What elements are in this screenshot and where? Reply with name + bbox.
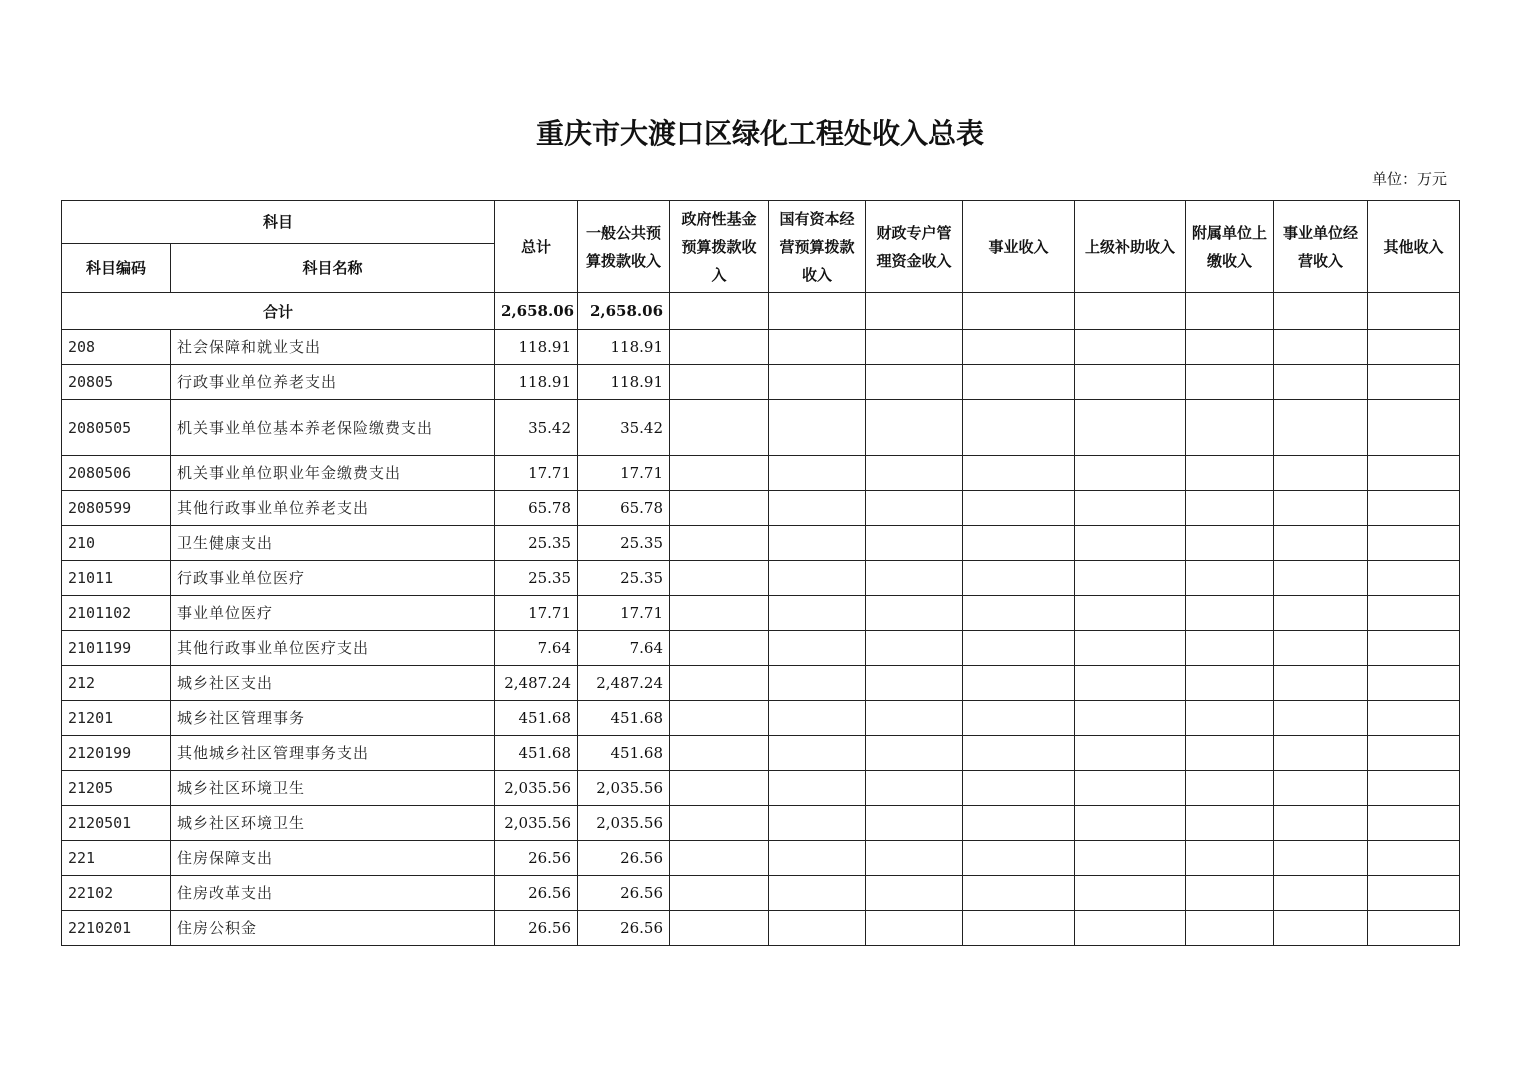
empty-cell [1274,841,1368,876]
table-row [62,736,1460,771]
general-budget-cell: 7.64 [578,631,670,666]
general-budget-cell: 35.42 [578,400,670,456]
empty-cell [1186,596,1274,631]
total-cell: 118.91 [495,365,578,400]
empty-cell [1075,771,1186,806]
header-upper-subsidy: 上级补助收入 [1075,201,1186,293]
empty-cell [1075,456,1186,491]
subject-code: 2101102 [62,596,171,631]
general-budget-cell: 26.56 [578,841,670,876]
empty-cell [670,526,769,561]
empty-cell [963,806,1075,841]
empty-cell [1186,293,1274,330]
header-subject: 科目 [62,201,495,244]
header-name: 科目名称 [171,244,495,293]
empty-cell [1186,736,1274,771]
empty-cell [1075,293,1186,330]
empty-cell [670,701,769,736]
total-cell: 2,487.24 [495,666,578,701]
total-cell: 7.64 [495,631,578,666]
empty-cell [963,771,1075,806]
subject-code: 21205 [62,771,171,806]
empty-cell [670,911,769,946]
general-budget-cell: 451.68 [578,736,670,771]
empty-cell [1274,666,1368,701]
empty-cell [1274,911,1368,946]
empty-cell [963,736,1075,771]
subject-code: 221 [62,841,171,876]
header-other: 其他收入 [1368,201,1460,293]
empty-cell [769,526,866,561]
empty-cell [1368,911,1460,946]
empty-cell [1075,526,1186,561]
subject-code: 2120199 [62,736,171,771]
empty-cell [1186,491,1274,526]
empty-cell [1075,330,1186,365]
table-row [62,701,1460,736]
empty-cell [769,771,866,806]
table-row [62,596,1460,631]
empty-cell [670,596,769,631]
empty-cell [1274,806,1368,841]
subject-code: 22102 [62,876,171,911]
empty-cell [866,456,963,491]
empty-cell [1274,400,1368,456]
table-row [62,491,1460,526]
subject-name: 其他行政事业单位医疗支出 [171,631,495,666]
empty-cell [963,596,1075,631]
empty-cell [963,666,1075,701]
general-budget-cell: 451.68 [578,701,670,736]
subject-name: 行政事业单位医疗 [171,561,495,596]
empty-cell [1075,736,1186,771]
subject-code: 2080599 [62,491,171,526]
empty-cell [1368,456,1460,491]
empty-cell [866,841,963,876]
empty-cell [1075,631,1186,666]
empty-cell [866,876,963,911]
total-cell: 25.35 [495,561,578,596]
empty-cell [963,365,1075,400]
empty-cell [1186,666,1274,701]
empty-cell [866,736,963,771]
empty-cell [1186,365,1274,400]
general-budget-cell: 26.56 [578,911,670,946]
empty-cell [1274,456,1368,491]
empty-cell [963,330,1075,365]
total-cell: 35.42 [495,400,578,456]
empty-cell [1274,526,1368,561]
empty-cell [1186,561,1274,596]
general-budget-cell: 25.35 [578,561,670,596]
empty-cell [1368,701,1460,736]
empty-cell [963,631,1075,666]
empty-cell [866,701,963,736]
empty-cell [1075,666,1186,701]
empty-cell [866,666,963,701]
header-fiscal-special: 财政专户管理资金收入 [866,201,963,293]
empty-cell [963,841,1075,876]
header-total: 总计 [495,201,578,293]
total-value: 2,658.06 [495,293,578,330]
table-row [62,526,1460,561]
empty-cell [866,911,963,946]
empty-cell [963,491,1075,526]
empty-cell [1368,561,1460,596]
empty-cell [1075,491,1186,526]
empty-cell [1368,293,1460,330]
empty-cell [769,666,866,701]
empty-cell [670,841,769,876]
empty-cell [1075,365,1186,400]
empty-cell [670,400,769,456]
subject-code: 212 [62,666,171,701]
total-label: 合计 [62,293,495,330]
empty-cell [866,365,963,400]
empty-cell [1274,561,1368,596]
empty-cell [1274,293,1368,330]
header-business-income: 事业收入 [963,201,1075,293]
empty-cell [1368,365,1460,400]
total-cell: 17.71 [495,596,578,631]
empty-cell [866,293,963,330]
subject-name: 卫生健康支出 [171,526,495,561]
empty-cell [963,876,1075,911]
subject-name: 城乡社区管理事务 [171,701,495,736]
subject-name: 其他行政事业单位养老支出 [171,491,495,526]
general-budget-cell: 25.35 [578,526,670,561]
page-title: 重庆市大渡口区绿化工程处收入总表 [535,117,984,150]
subject-name: 社会保障和就业支出 [171,330,495,365]
subject-name: 城乡社区环境卫生 [171,806,495,841]
total-cell: 451.68 [495,701,578,736]
table-row [62,666,1460,701]
empty-cell [769,456,866,491]
empty-cell [1368,806,1460,841]
table-row [62,365,1460,400]
total-cell: 26.56 [495,841,578,876]
general-budget-cell: 17.71 [578,456,670,491]
empty-cell [1186,771,1274,806]
subject-name: 其他城乡社区管理事务支出 [171,736,495,771]
empty-cell [1368,491,1460,526]
empty-cell [769,365,866,400]
subject-code: 2210201 [62,911,171,946]
subject-code: 2080506 [62,456,171,491]
empty-cell [670,293,769,330]
empty-cell [866,400,963,456]
total-general-budget: 2,658.06 [578,293,670,330]
subject-name: 行政事业单位养老支出 [171,365,495,400]
subject-name: 城乡社区支出 [171,666,495,701]
header-general-budget: 一般公共预算拨款收入 [578,201,670,293]
empty-cell [1274,596,1368,631]
empty-cell [1186,400,1274,456]
empty-cell [866,596,963,631]
total-cell: 26.56 [495,911,578,946]
total-cell: 2,035.56 [495,771,578,806]
general-budget-cell: 26.56 [578,876,670,911]
empty-cell [963,561,1075,596]
subject-name: 住房保障支出 [171,841,495,876]
subject-name: 城乡社区环境卫生 [171,771,495,806]
empty-cell [1368,736,1460,771]
empty-cell [769,330,866,365]
table-row [62,561,1460,596]
total-cell: 17.71 [495,456,578,491]
empty-cell [1368,400,1460,456]
empty-cell [963,293,1075,330]
total-cell: 118.91 [495,330,578,365]
empty-cell [670,365,769,400]
general-budget-cell: 2,035.56 [578,771,670,806]
empty-cell [1075,911,1186,946]
general-budget-cell: 118.91 [578,365,670,400]
general-budget-cell: 65.78 [578,491,670,526]
empty-cell [1075,876,1186,911]
empty-cell [963,526,1075,561]
table-row [62,876,1460,911]
empty-cell [1186,631,1274,666]
empty-cell [670,736,769,771]
empty-cell [1186,330,1274,365]
empty-cell [769,491,866,526]
empty-cell [769,736,866,771]
header-affiliated: 附属单位上缴收入 [1186,201,1274,293]
empty-cell [866,631,963,666]
empty-cell [1274,365,1368,400]
empty-cell [963,701,1075,736]
empty-cell [1368,330,1460,365]
subject-code: 20805 [62,365,171,400]
empty-cell [1368,666,1460,701]
table-row [62,330,1460,365]
empty-cell [1075,561,1186,596]
general-budget-cell: 2,035.56 [578,806,670,841]
empty-cell [1274,736,1368,771]
empty-cell [1368,596,1460,631]
empty-cell [1274,491,1368,526]
income-summary-table [61,200,1460,946]
empty-cell [769,876,866,911]
subject-code: 21011 [62,561,171,596]
empty-cell [670,456,769,491]
empty-cell [670,806,769,841]
empty-cell [1368,841,1460,876]
empty-cell [670,491,769,526]
subject-code: 2120501 [62,806,171,841]
empty-cell [769,911,866,946]
empty-cell [670,876,769,911]
total-cell: 451.68 [495,736,578,771]
empty-cell [866,771,963,806]
empty-cell [670,771,769,806]
empty-cell [769,701,866,736]
empty-cell [1186,876,1274,911]
empty-cell [866,330,963,365]
empty-cell [866,561,963,596]
table-row [62,631,1460,666]
empty-cell [670,330,769,365]
table-row [62,771,1460,806]
total-cell: 25.35 [495,526,578,561]
empty-cell [670,666,769,701]
empty-cell [1186,911,1274,946]
empty-cell [1075,596,1186,631]
subject-code: 21201 [62,701,171,736]
empty-cell [1274,876,1368,911]
empty-cell [866,806,963,841]
empty-cell [1368,631,1460,666]
subject-name: 机关事业单位职业年金缴费支出 [171,456,495,491]
table-row [62,911,1460,946]
subject-name: 住房公积金 [171,911,495,946]
empty-cell [769,400,866,456]
subject-code: 208 [62,330,171,365]
empty-cell [866,491,963,526]
empty-cell [769,561,866,596]
empty-cell [1368,876,1460,911]
header-operating: 事业单位经营收入 [1274,201,1368,293]
header-state-capital: 国有资本经营预算拨款收入 [769,201,866,293]
empty-cell [1186,806,1274,841]
subject-code: 2101199 [62,631,171,666]
total-row [62,293,1460,330]
general-budget-cell: 118.91 [578,330,670,365]
empty-cell [1186,841,1274,876]
subject-name: 住房改革支出 [171,876,495,911]
total-cell: 26.56 [495,876,578,911]
empty-cell [769,293,866,330]
empty-cell [1274,701,1368,736]
subject-name: 机关事业单位基本养老保险缴费支出 [171,400,495,456]
subject-name: 事业单位医疗 [171,596,495,631]
table-row [62,806,1460,841]
empty-cell [1075,806,1186,841]
empty-cell [670,631,769,666]
header-gov-fund: 政府性基金预算拨款收入 [670,201,769,293]
table-row [62,841,1460,876]
subject-code: 2080505 [62,400,171,456]
empty-cell [1075,701,1186,736]
empty-cell [963,400,1075,456]
empty-cell [769,596,866,631]
empty-cell [769,841,866,876]
empty-cell [1075,841,1186,876]
header-code: 科目编码 [62,244,171,293]
general-budget-cell: 2,487.24 [578,666,670,701]
table-row [62,456,1460,491]
empty-cell [1186,456,1274,491]
empty-cell [1274,631,1368,666]
empty-cell [670,561,769,596]
general-budget-cell: 17.71 [578,596,670,631]
empty-cell [1368,526,1460,561]
total-cell: 2,035.56 [495,806,578,841]
empty-cell [1274,330,1368,365]
empty-cell [769,806,866,841]
empty-cell [1186,526,1274,561]
empty-cell [1274,771,1368,806]
empty-cell [1186,701,1274,736]
unit-label: 单位：万元 [1371,170,1447,188]
empty-cell [1075,400,1186,456]
empty-cell [963,911,1075,946]
table-row [62,400,1460,456]
empty-cell [866,526,963,561]
empty-cell [769,631,866,666]
subject-code: 210 [62,526,171,561]
total-cell: 65.78 [495,491,578,526]
empty-cell [963,456,1075,491]
empty-cell [1368,771,1460,806]
